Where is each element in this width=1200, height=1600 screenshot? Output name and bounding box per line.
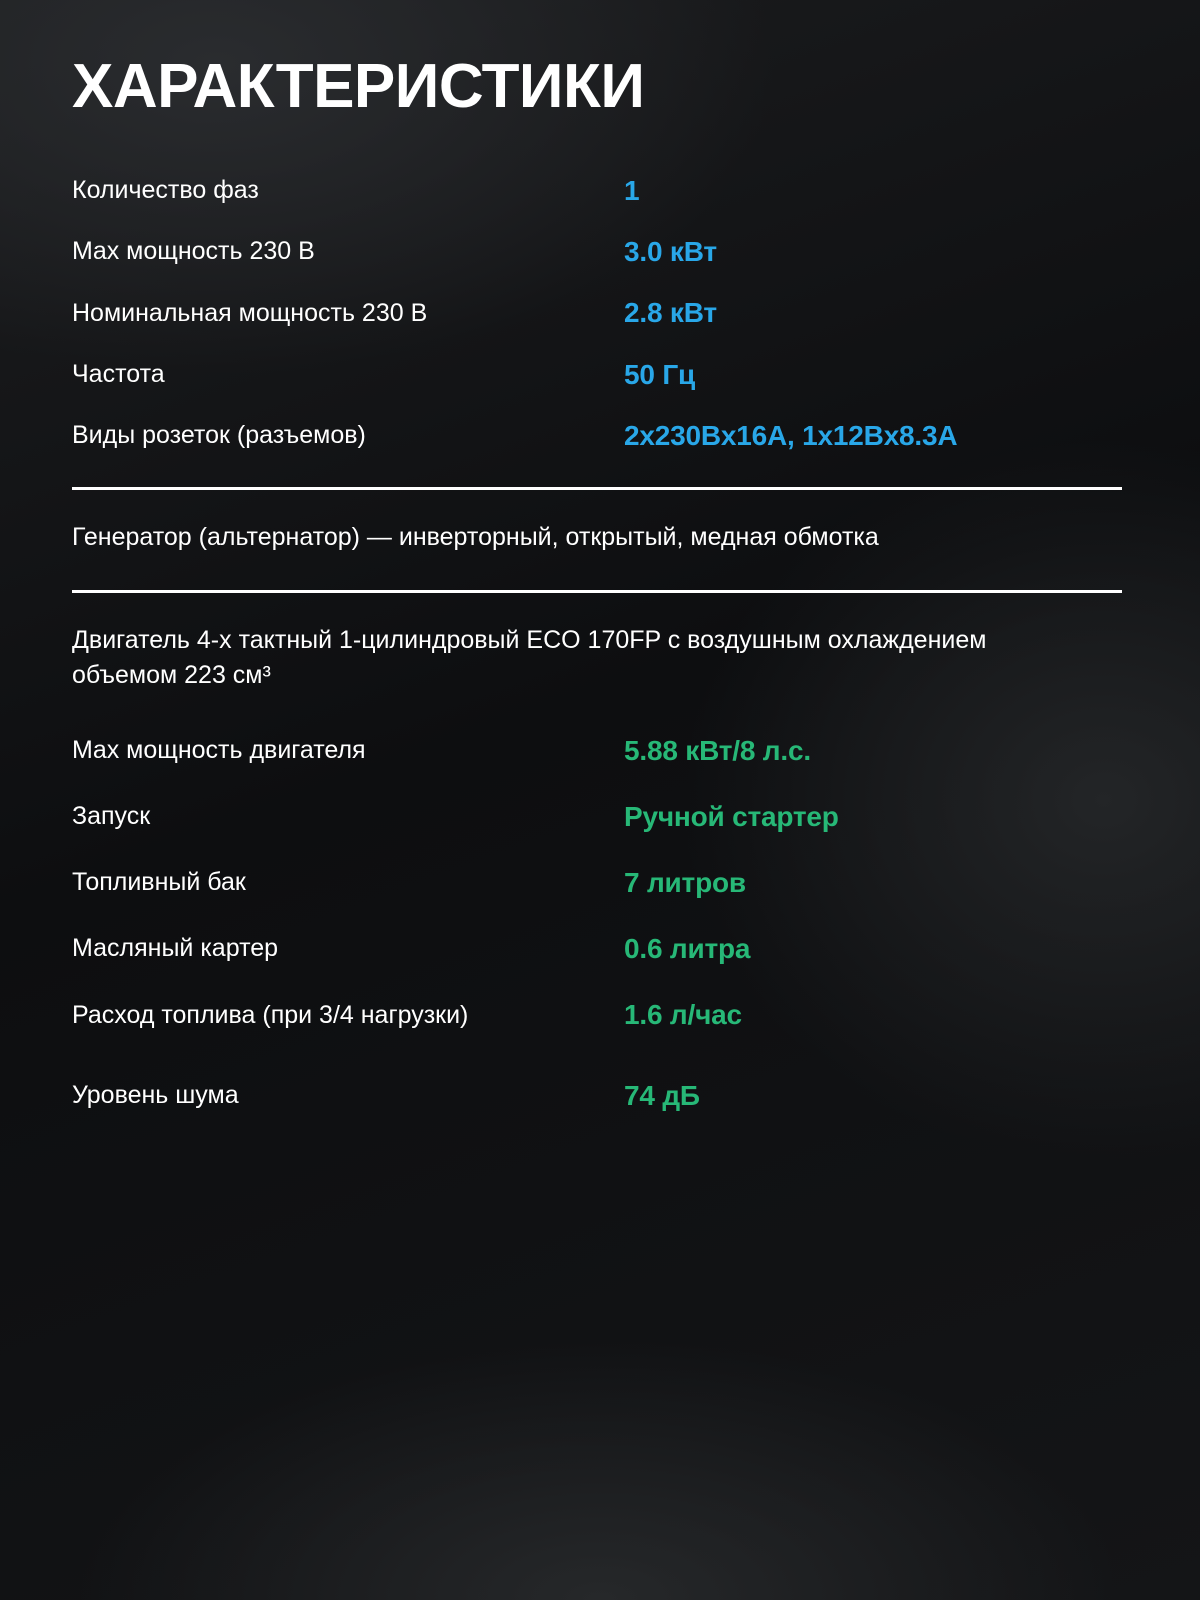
spec-label: Max мощность 230 В — [72, 237, 315, 266]
spec-value: 74 дБ — [624, 1079, 700, 1111]
divider-top — [72, 487, 1122, 490]
spec-value: 5.88 кВт/8 л.с. — [624, 734, 811, 766]
spec-row — [72, 998, 1128, 1033]
spec-value: 2x230Bx16A, 1x12Bx8.3A — [624, 419, 958, 451]
spec-row — [72, 174, 1128, 208]
spec-row — [72, 1079, 1128, 1113]
spec-label: Топливный бак — [72, 867, 246, 896]
spec-value: 0.6 литра — [624, 933, 751, 965]
content-container — [72, 0, 1128, 1140]
spec-value: 3.0 кВт — [624, 236, 717, 268]
spec-row — [72, 419, 1128, 453]
spec-label: Виды розеток (разъемов) — [72, 420, 366, 449]
electrical-specs-list — [72, 174, 1128, 453]
spec-row — [72, 866, 1128, 900]
generator-note: Генератор (альтернатор) — инверторный, открытый, медная обмотка — [72, 523, 879, 552]
spec-value: 1 — [624, 175, 640, 206]
spec-value: 50 Гц — [624, 358, 696, 390]
spec-value: 7 литров — [624, 866, 746, 898]
spec-row — [72, 296, 1128, 331]
engine-specs-list — [72, 734, 1128, 1113]
spec-label: Масляный картер — [72, 934, 279, 963]
spec-label: Количество фаз — [72, 176, 259, 204]
engine-note: Двигатель 4-х тактный 1-цилиндровый ECO 170FP с воздушным охлаждением объемом 223 см³ — [72, 625, 987, 690]
spec-row — [72, 932, 1128, 966]
spec-label: Max мощность двигателя — [72, 735, 366, 764]
spec-label: Запуск — [72, 801, 151, 830]
spec-row — [72, 734, 1128, 768]
spec-label: Уровень шума — [72, 1080, 239, 1109]
spec-value: 2.8 кВт — [624, 297, 717, 329]
spec-row — [72, 358, 1128, 392]
spec-label: Частота — [72, 359, 165, 388]
page-title: ХАРАКТЕРИСТИКИ — [72, 52, 645, 121]
spec-row — [72, 800, 1128, 834]
spec-row — [72, 235, 1128, 269]
divider-bottom — [72, 590, 1122, 593]
spec-label: Номинальная мощность 230 В — [72, 299, 428, 328]
spec-value: Ручной стартер — [624, 800, 839, 832]
spec-label: Расход топлива (при 3/4 нагрузки) — [72, 1001, 469, 1030]
spec-value: 1.6 л/час — [624, 999, 742, 1031]
